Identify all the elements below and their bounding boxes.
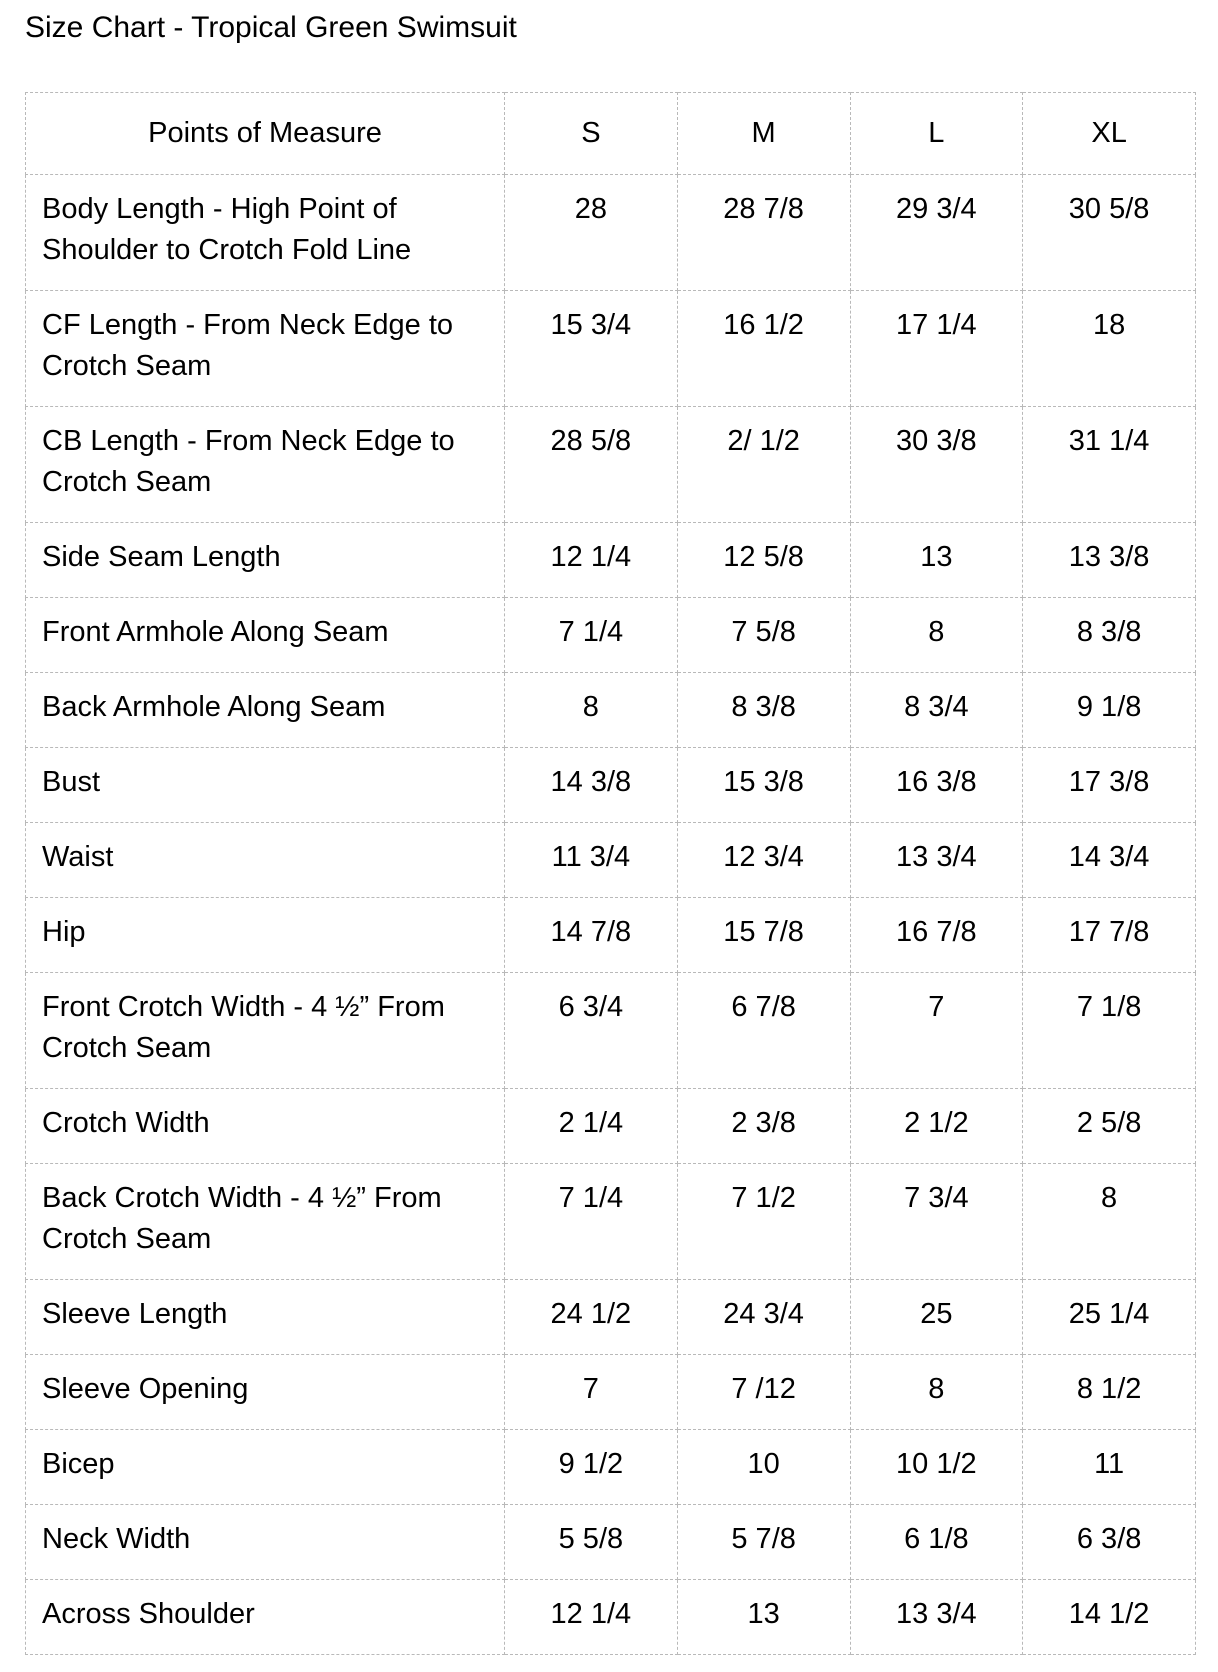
row-label: Neck Width <box>26 1505 505 1580</box>
table-row <box>26 1430 1196 1505</box>
table-row <box>26 1164 1196 1280</box>
cell-value-s: 11 3/4 <box>505 823 678 898</box>
cell-value-s: 6 3/4 <box>505 973 678 1089</box>
cell-value-l: 16 3/8 <box>850 748 1023 823</box>
cell-value-s: 8 <box>505 673 678 748</box>
table-row <box>26 673 1196 748</box>
table-row <box>26 1505 1196 1580</box>
cell-value-m: 7 5/8 <box>677 598 850 673</box>
table-row <box>26 898 1196 973</box>
cell-value-xl: 8 1/2 <box>1023 1355 1196 1430</box>
table-row <box>26 523 1196 598</box>
cell-value-l: 7 3/4 <box>850 1164 1023 1280</box>
row-label: Crotch Width <box>26 1089 505 1164</box>
cell-value-l: 16 7/8 <box>850 898 1023 973</box>
cell-value-s: 15 3/4 <box>505 291 678 407</box>
row-label: CF Length - From Neck Edge to Crotch Seam <box>26 291 505 407</box>
table-row <box>26 291 1196 407</box>
cell-value-l: 13 3/4 <box>850 823 1023 898</box>
cell-value-l: 25 <box>850 1280 1023 1355</box>
table-row <box>26 1355 1196 1430</box>
cell-value-s: 5 5/8 <box>505 1505 678 1580</box>
cell-value-m: 15 3/8 <box>677 748 850 823</box>
cell-value-s: 28 <box>505 175 678 291</box>
row-label: Bust <box>26 748 505 823</box>
cell-value-m: 7 /12 <box>677 1355 850 1430</box>
cell-value-xl: 8 <box>1023 1164 1196 1280</box>
table-row <box>26 1280 1196 1355</box>
row-label: Back Armhole Along Seam <box>26 673 505 748</box>
cell-value-l: 8 <box>850 1355 1023 1430</box>
cell-value-m: 2 3/8 <box>677 1089 850 1164</box>
cell-value-l: 8 <box>850 598 1023 673</box>
row-label: Sleeve Length <box>26 1280 505 1355</box>
cell-value-xl: 31 1/4 <box>1023 407 1196 523</box>
header-size-m: M <box>677 93 850 175</box>
cell-value-l: 13 3/4 <box>850 1580 1023 1655</box>
table-row <box>26 748 1196 823</box>
cell-value-l: 29 3/4 <box>850 175 1023 291</box>
cell-value-m: 16 1/2 <box>677 291 850 407</box>
cell-value-m: 28 7/8 <box>677 175 850 291</box>
cell-value-s: 24 1/2 <box>505 1280 678 1355</box>
cell-value-xl: 2 5/8 <box>1023 1089 1196 1164</box>
cell-value-xl: 18 <box>1023 291 1196 407</box>
table-row <box>26 1580 1196 1655</box>
row-label: Across Shoulder <box>26 1580 505 1655</box>
cell-value-xl: 25 1/4 <box>1023 1280 1196 1355</box>
cell-value-s: 2 1/4 <box>505 1089 678 1164</box>
cell-value-l: 8 3/4 <box>850 673 1023 748</box>
table-header-row <box>26 93 1196 175</box>
cell-value-l: 13 <box>850 523 1023 598</box>
cell-value-s: 7 1/4 <box>505 598 678 673</box>
cell-value-l: 6 1/8 <box>850 1505 1023 1580</box>
cell-value-s: 7 <box>505 1355 678 1430</box>
header-size-s: S <box>505 93 678 175</box>
header-size-xl: XL <box>1023 93 1196 175</box>
cell-value-xl: 7 1/8 <box>1023 973 1196 1089</box>
cell-value-l: 10 1/2 <box>850 1430 1023 1505</box>
row-label: Body Length - High Point of Shoulder to Crotch Fold Line <box>26 175 505 291</box>
cell-value-s: 14 7/8 <box>505 898 678 973</box>
cell-value-l: 2 1/2 <box>850 1089 1023 1164</box>
table-row <box>26 407 1196 523</box>
cell-value-m: 2/ 1/2 <box>677 407 850 523</box>
table-row <box>26 823 1196 898</box>
cell-value-m: 5 7/8 <box>677 1505 850 1580</box>
cell-value-m: 12 5/8 <box>677 523 850 598</box>
cell-value-l: 17 1/4 <box>850 291 1023 407</box>
table-row <box>26 175 1196 291</box>
cell-value-m: 6 7/8 <box>677 973 850 1089</box>
cell-value-l: 30 3/8 <box>850 407 1023 523</box>
row-label: Sleeve Opening <box>26 1355 505 1430</box>
cell-value-l: 7 <box>850 973 1023 1089</box>
row-label: Waist <box>26 823 505 898</box>
size-chart-table <box>25 92 1196 1655</box>
header-size-l: L <box>850 93 1023 175</box>
cell-value-m: 24 3/4 <box>677 1280 850 1355</box>
cell-value-s: 12 1/4 <box>505 1580 678 1655</box>
cell-value-xl: 8 3/8 <box>1023 598 1196 673</box>
cell-value-xl: 6 3/8 <box>1023 1505 1196 1580</box>
cell-value-xl: 11 <box>1023 1430 1196 1505</box>
cell-value-m: 10 <box>677 1430 850 1505</box>
cell-value-s: 12 1/4 <box>505 523 678 598</box>
row-label: Side Seam Length <box>26 523 505 598</box>
page-title: Size Chart - Tropical Green Swimsuit <box>25 11 517 44</box>
header-points-of-measure: Points of Measure <box>26 93 505 175</box>
cell-value-m: 15 7/8 <box>677 898 850 973</box>
cell-value-s: 7 1/4 <box>505 1164 678 1280</box>
cell-value-xl: 14 3/4 <box>1023 823 1196 898</box>
cell-value-xl: 14 1/2 <box>1023 1580 1196 1655</box>
cell-value-s: 28 5/8 <box>505 407 678 523</box>
cell-value-m: 12 3/4 <box>677 823 850 898</box>
row-label: CB Length - From Neck Edge to Crotch Seam <box>26 407 505 523</box>
cell-value-xl: 9 1/8 <box>1023 673 1196 748</box>
cell-value-xl: 30 5/8 <box>1023 175 1196 291</box>
row-label: Front Crotch Width - 4 ½” From Crotch Seam <box>26 973 505 1089</box>
cell-value-xl: 17 7/8 <box>1023 898 1196 973</box>
table-row <box>26 598 1196 673</box>
row-label: Hip <box>26 898 505 973</box>
row-label: Back Crotch Width - 4 ½” From Crotch Seam <box>26 1164 505 1280</box>
cell-value-xl: 13 3/8 <box>1023 523 1196 598</box>
cell-value-s: 14 3/8 <box>505 748 678 823</box>
cell-value-m: 13 <box>677 1580 850 1655</box>
row-label: Front Armhole Along Seam <box>26 598 505 673</box>
cell-value-m: 7 1/2 <box>677 1164 850 1280</box>
row-label: Bicep <box>26 1430 505 1505</box>
table-row <box>26 973 1196 1089</box>
table-row <box>26 1089 1196 1164</box>
cell-value-xl: 17 3/8 <box>1023 748 1196 823</box>
cell-value-m: 8 3/8 <box>677 673 850 748</box>
cell-value-s: 9 1/2 <box>505 1430 678 1505</box>
